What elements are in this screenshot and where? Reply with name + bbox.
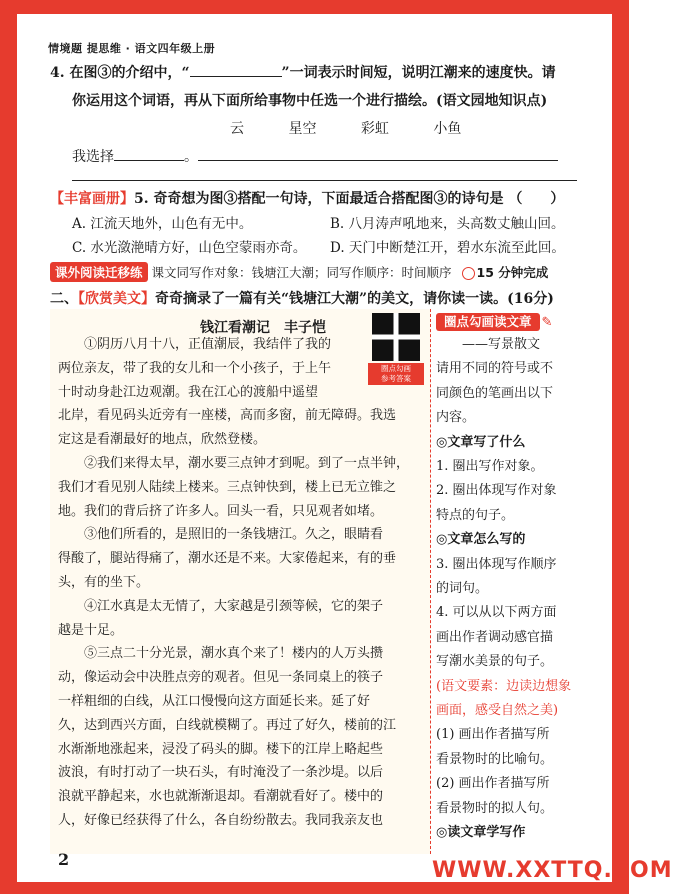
q4-choose-label: 我选择 [72, 149, 114, 165]
guide-line: 看景物时的比喻句。 [436, 751, 554, 767]
guide-line: 看景物时的拟人句。 [436, 800, 554, 816]
article-line: 久，达到西兴方面，白线就模糊了。再过了好久，楼前的江 [58, 717, 397, 733]
q5-option-c[interactable]: C. 水光潋滟晴方好，山色空蒙雨亦奇。 [72, 240, 307, 256]
pencil-icon: ✎ [541, 315, 553, 330]
guide-head: 圈点勾画读文章 [436, 313, 540, 331]
q4-options [230, 118, 501, 138]
reading-banner [50, 262, 580, 282]
guide-line: 内容。 [436, 410, 476, 426]
q4-text-b: ”一词表示时间短，说明江潮来的速度快。请 [281, 65, 556, 81]
q5-question [50, 188, 564, 208]
q4-line2: 你运用这个词语，再从下面所给事物中任选一个进行描绘。(语文园地知识点) [72, 93, 548, 109]
article-title: 钱江看潮记 丰子恺 [200, 320, 326, 336]
guide-line: 写潮水美景的句子。 [436, 654, 554, 670]
article-line: 波浪，有时打动了一块石头，有时淹没了一条沙堤。以后 [58, 765, 384, 781]
q5-option-d[interactable]: D. 天门中断楚江开，碧水东流至此回。 [330, 240, 565, 256]
q4-choose-sep: 。 [184, 149, 198, 165]
q5-tag: 【丰富画册】 [50, 191, 134, 207]
watermark: WWW.XXTTQ.COM [432, 858, 673, 883]
article-line: 北岸，看见码头近旁有一座楼，高而多窗，前无障碍。我选 [58, 408, 397, 424]
article-line: ④江水真是太无情了，大家越是引颈等候，它的架子 [58, 598, 384, 614]
banner-text: 课文同写作对象：钱塘江大潮；同写作顺序：时间顺序 [151, 265, 452, 280]
guide-line: 1. 圈出写作对象。 [436, 459, 544, 474]
article-line: 地。我们的背后挤了许多人。回头一看，只见观者如堵。 [58, 503, 384, 519]
page-number: 2 [58, 850, 70, 869]
banner-label: 课外阅读迁移练 [50, 262, 148, 282]
section-title [50, 288, 554, 308]
q4-option: 彩虹 [360, 121, 389, 137]
q4-line1 [50, 62, 556, 82]
guide-line: ◎文章写了什么 [436, 434, 526, 450]
page-border-top [0, 0, 629, 14]
q4-text-a: 4. 在图③的介绍中，“ [50, 65, 190, 81]
reading-guide [436, 309, 586, 854]
q5-option-a[interactable]: A. 江流天地外，山色有无中。 [72, 216, 253, 232]
section-num: 二、 [50, 291, 78, 307]
guide-line: 3. 圈出体现写作顺序 [436, 556, 557, 572]
guide-line: 同颜色的笔画出以下 [436, 385, 554, 401]
q4-option: 小鱼 [433, 121, 462, 137]
qr-label: 圈点勾画 参考答案 [368, 363, 424, 385]
guide-line: (2) 画出作者描写所 [436, 776, 550, 792]
article-line: ①阴历八月十八，正值潮辰，我结伴了我的 [58, 337, 332, 352]
qr-code-icon[interactable] [372, 313, 420, 361]
guide-line: 2. 圈出体现写作对象 [436, 483, 557, 499]
guide-line: (语文要素：边读边想象 [436, 678, 572, 694]
section-tag: 【欣赏美文】 [78, 291, 155, 307]
page-border-bottom [0, 882, 629, 894]
page-border-left [0, 0, 17, 894]
article-line: ③他们所看的，是照旧的一条钱塘江。久之，眼睛看 [58, 527, 384, 543]
article-line: 越是十足。 [58, 622, 124, 638]
q4-answer-line-2[interactable] [72, 180, 577, 181]
guide-line: ◎文章怎么写的 [436, 532, 526, 548]
q4-choose-blank[interactable] [114, 160, 184, 161]
q4-choose [72, 146, 558, 166]
article-line: ⑤三点二十分光景，潮水真个来了！楼内的人万头攒 [58, 646, 384, 662]
guide-line: ◎读文章学写作 [436, 825, 526, 840]
article-line: 我们才看见别人陆续上楼来。三点钟快到，楼上已无立锥之 [58, 479, 397, 495]
banner-time: 15 分钟完成 [476, 265, 549, 280]
article-panel [50, 309, 431, 854]
guide-line: ——写景散文 [436, 337, 541, 352]
page-border-right [612, 0, 629, 894]
running-header: 情境题 提思维 · 语文四年级上册 [48, 42, 216, 55]
article-line: 浪就平静起来，水也就渐渐退却。看潮就看好了。楼中的 [58, 789, 384, 805]
q4-option: 星空 [288, 121, 317, 137]
article-line: 水渐渐地涨起来，浸没了码头的脚。楼下的江岸上略起些 [58, 741, 384, 757]
article-line: 头，有的坐下。 [58, 575, 150, 590]
q4-blank[interactable] [190, 76, 282, 77]
guide-line: 画面，感受自然之美) [436, 703, 559, 718]
guide-line: 特点的句子。 [436, 507, 515, 523]
section-text: 奇奇摘录了一篇有关“钱塘江大潮”的美文，请你读一读。(16分) [155, 291, 554, 307]
article-line: 定这是看潮最好的地点，欣然登楼。 [58, 432, 267, 448]
article-line: ②我们来得太早，潮水要三点钟才到呢。到了一点半钟， [58, 456, 410, 471]
guide-line: (1) 画出作者描写所 [436, 727, 550, 743]
article-line: 人，好像已经获得了什么，各自纷纷散去。我同我亲友也 [58, 813, 384, 828]
q5-text: 5. 奇奇想为图③搭配一句诗，下面最适合搭配图③的诗句是 （ ） [134, 191, 565, 207]
article-line: 得酸了，腿站得痛了，潮水还是不来。大家倦起来，有的垂 [58, 551, 397, 567]
guide-line: 画出作者调动感官描 [436, 629, 554, 645]
q5-option-b[interactable]: B. 八月涛声吼地来，头高数丈触山回。 [330, 216, 565, 232]
clock-icon [462, 267, 475, 280]
q4-option: 云 [230, 121, 244, 137]
guide-line: 请用不同的符号或不 [436, 361, 554, 377]
guide-line: 4. 可以从以下两方面 [436, 605, 557, 621]
article-line: 一样粗细的白线，从江口慢慢向这方面延长来。延了好 [58, 694, 371, 709]
guide-line: 的词句。 [436, 581, 489, 596]
article-line: 两位亲友，带了我的女儿和一个小孩子，于上午 [58, 360, 332, 376]
article-line: 动，像运动会中决胜点旁的观者。但见一条同桌上的筷子 [58, 670, 384, 686]
q4-answer-line[interactable] [198, 160, 558, 161]
article-line: 十时动身赴江边观潮。我在江心的渡船中遥望 [58, 384, 319, 400]
